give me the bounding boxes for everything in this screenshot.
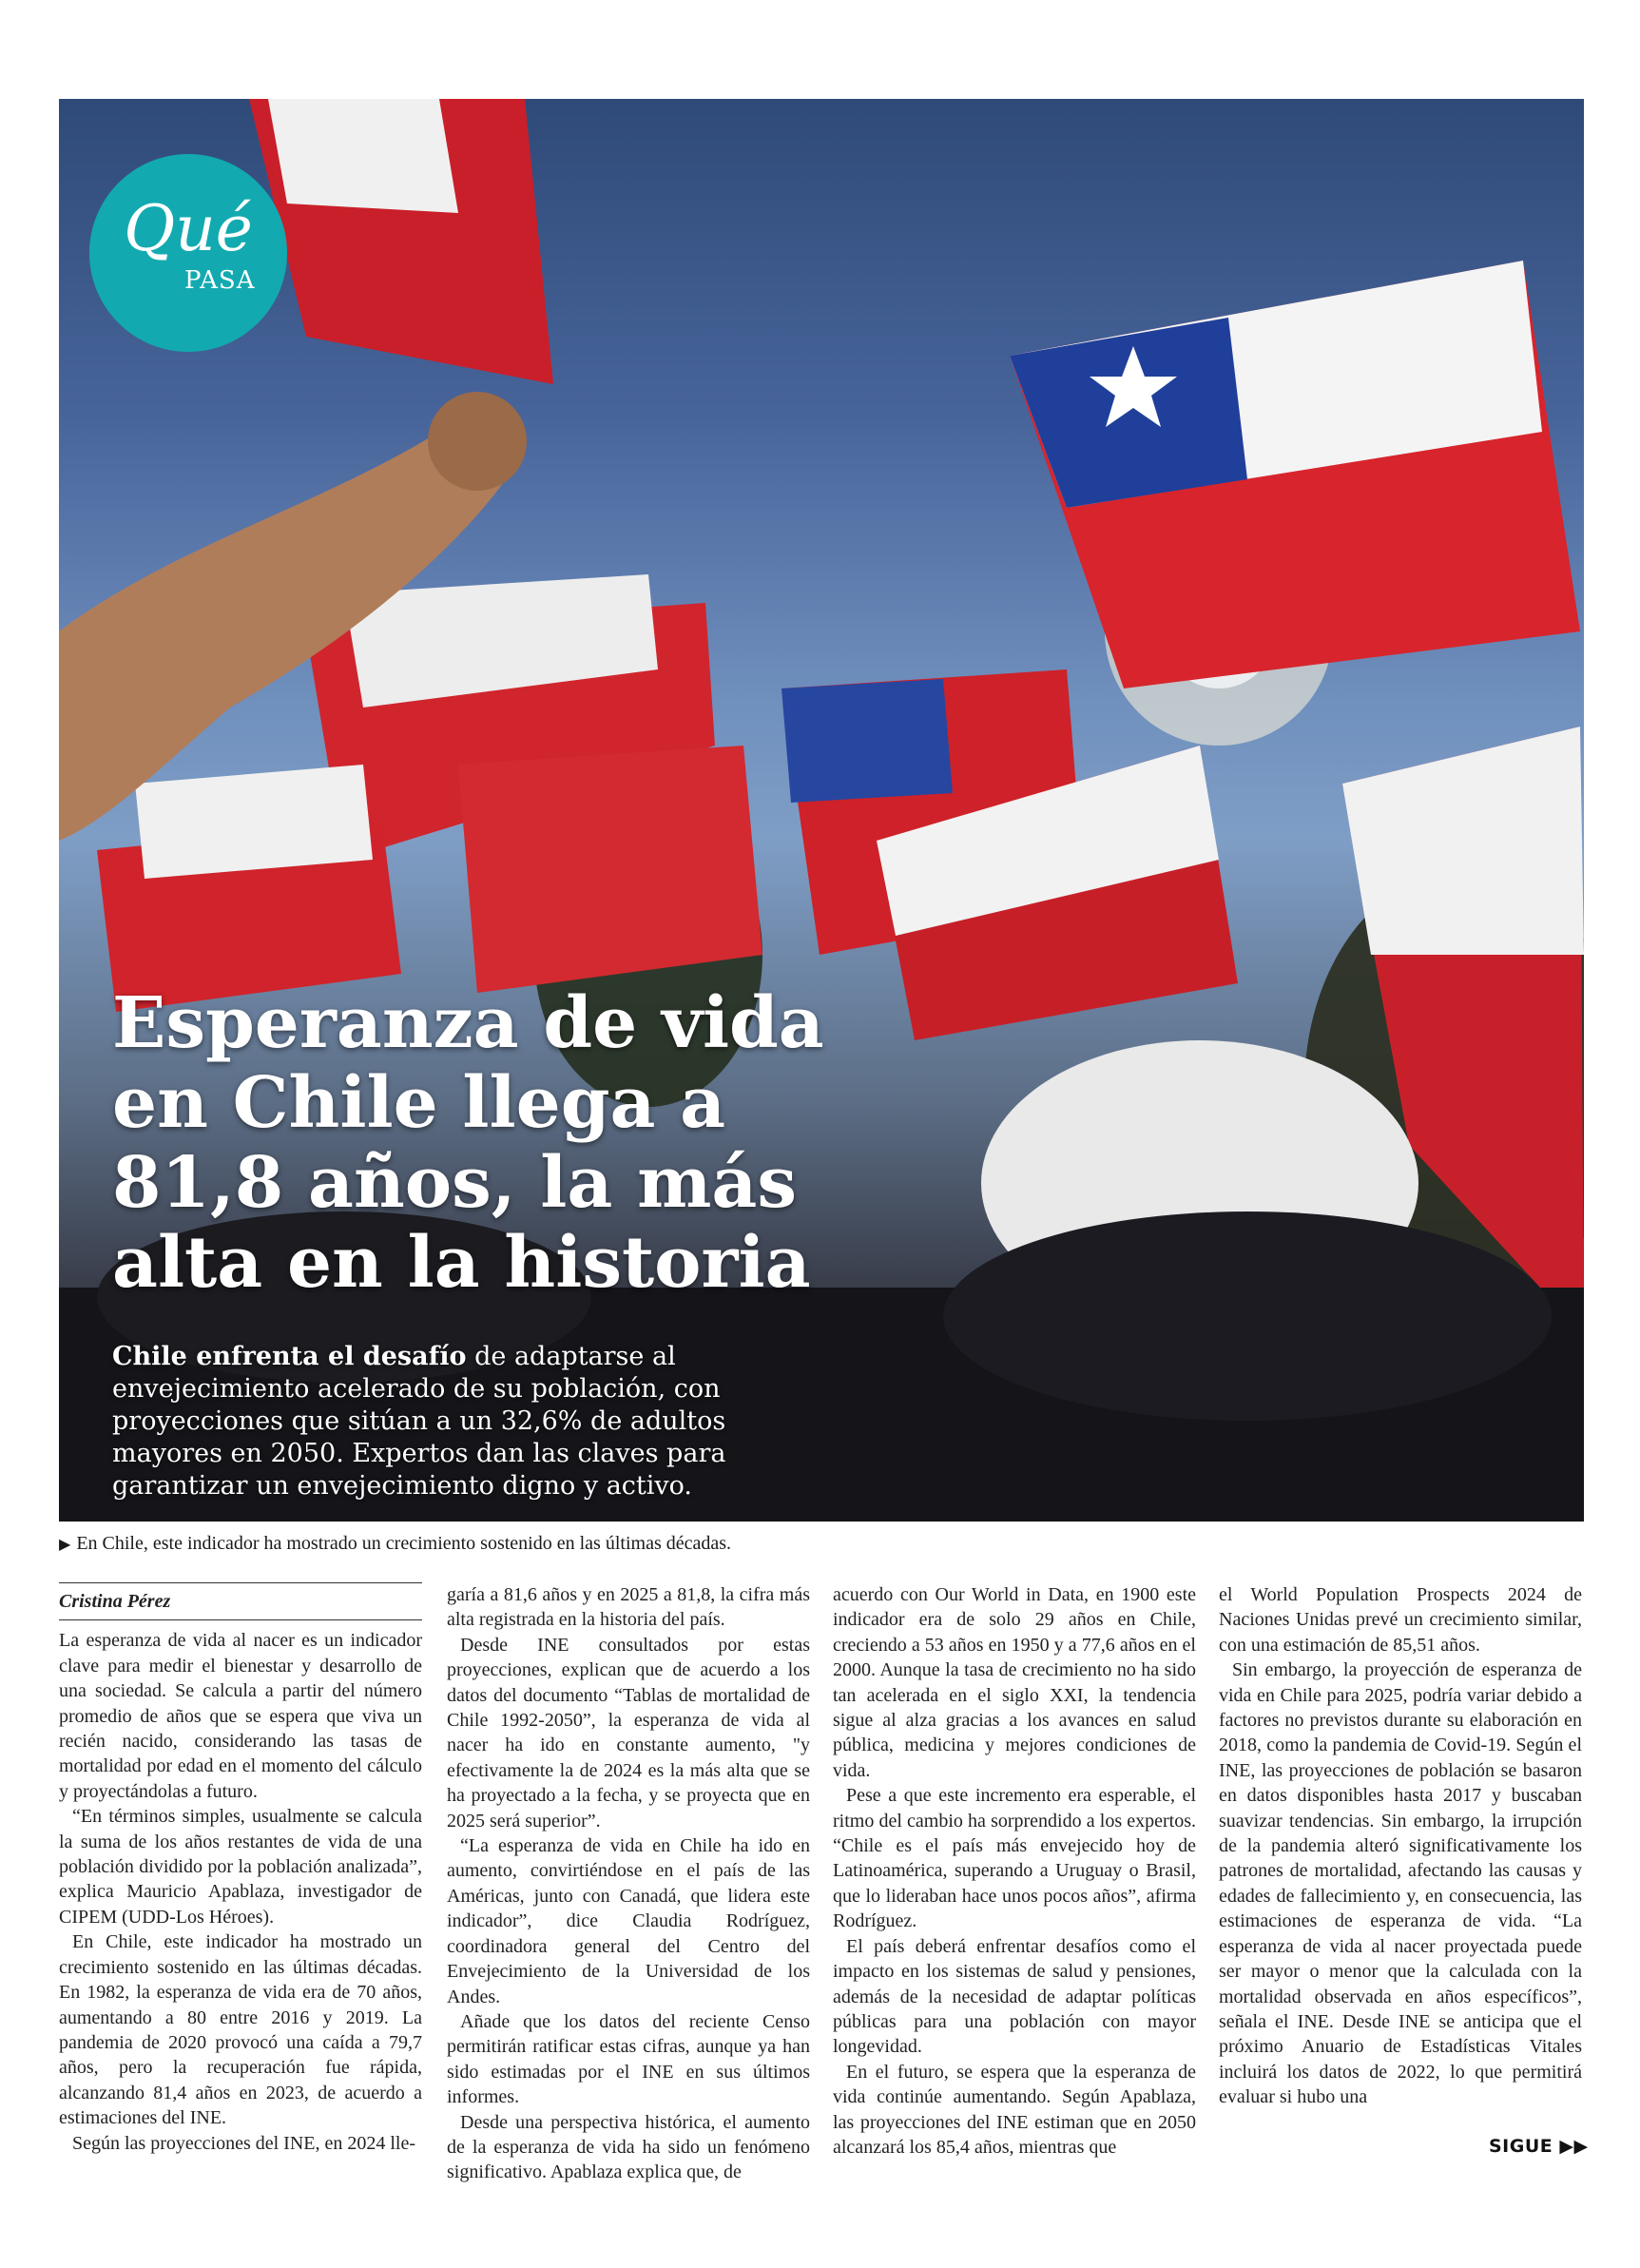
lede-bold: Chile enfrenta el desafío — [112, 1342, 467, 1371]
article-column-4 — [1219, 1582, 1582, 2110]
paragraph: “La esperanza de vida en Chile ha ido en aumento, convirtiéndose en el país de las Américas, junto con Canadá, que lidera este indicador”, dice Claudia Rodríguez, coordinadora general del Centro del Envejecimiento de la Universidad de los Andes. — [447, 1835, 810, 2007]
paragraph: La esperanza de vida al nacer es un indicador clave para medir el bienestar y desarrollo de una sociedad. Se calcula a partir del número promedio de años que se espera que viva un recién nacido, considerando las tasas de mortalidad por edad en el momento del cálculo y proyectándolas a futuro. — [59, 1630, 422, 1802]
photo-caption — [59, 1533, 1010, 1555]
paragraph: “En términos simples, usualmente se calcula la suma de los años restantes de vida de una población dividido por la población analizada”, explica Mauricio Apablaza, investigador de CIPEM (UDD-Los Héroes). — [59, 1806, 422, 1928]
logo-text-que: Qué — [124, 192, 253, 265]
caption-arrow-icon: ▶ — [59, 1537, 71, 1553]
paragraph: Desde INE consultados por estas proyecciones, explican que de acuerdo a los datos del documento “Tablas de mortalidad de Chile 1992-2050”, la esperanza de vida al nacer ha ido en constante aumento, "y efectivamente la de 2024 es la más alta que se ha proyectado a la fecha, y se proyecta que en 2025 será superior”. — [447, 1634, 810, 1832]
paragraph: El país deberá enfrentar desafíos como el impacto en los sistemas de salud y pensiones, además de la necesidad de adaptar políticas públicas para una población con mayor longevidad. — [833, 1935, 1196, 2058]
paragraph: garía a 81,6 años y en 2025 a 81,8, la cifra más alta registrada en la historia del país. — [447, 1584, 810, 1631]
article-column-3 — [833, 1582, 1196, 2160]
logo-text-pasa: PASA — [184, 266, 256, 295]
caption-text: En Chile, este indicador ha mostrado un crecimiento sostenido en las últimas décadas. — [76, 1533, 732, 1554]
paragraph: el World Population Prospects 2024 de Naciones Unidas prevé un crecimiento similar, con una estimación de 85,51 años. — [1219, 1584, 1582, 1656]
que-pasa-logo — [89, 154, 287, 352]
article-column-1 — [59, 1582, 422, 2156]
paragraph: En Chile, este indicador ha mostrado un crecimiento sostenido en las últimas décadas. En 1982, la esperanza de vida era de 70 años, aumentando a 80 entre 2016 y 2019. La pandemia de 2020 provocó una caída a 79,7 años, pero la recuperación fue rápida, alcanzando 81,4 años en 2023, de acuerdo a estimaciones del INE. — [59, 1931, 422, 2129]
paragraph: acuerdo con Our World in Data, en 1900 este indicador era de solo 29 años en Chile, creciendo a 53 años en 1950 y a 77,6 años en el 2000. Aunque la tasa de crecimiento no ha sido tan acelerada en el siglo XXI, la tendencia sigue al alza gracias a los avances en salud pública, medicina y mejores condiciones de vida. — [833, 1584, 1196, 1781]
paragraph: Pese a que este incremento era esperable, el ritmo del cambio ha sorprendido a los expertos. “Chile es el país más envejecido hoy de Latinoamérica, superando a Uruguay o Brasil, que lo lideraban hace unos pocos años”, afirma Rodríguez. — [833, 1785, 1196, 1932]
lede-rest: de adaptarse al envejecimiento acelerado de su población, con proyecciones que sitúan a un 32,6% de adultos mayores en 2050. Expertos dan las claves para garantizar un envejecimiento digno y activo. — [112, 1342, 726, 1501]
hero-photo — [59, 99, 1584, 1522]
paragraph: Añade que los datos del reciente Censo permitirán ratificar estas cifras, aunque ya han sido estimadas por el INE en sus últimos informes. — [447, 2010, 810, 2108]
article-column-2 — [447, 1582, 810, 2185]
paragraph: Sin embargo, la proyección de esperanza de vida en Chile para 2025, podría variar debido a factores no previstos durante su elaboración en 2018, como la pandemia de Covid-19. Según el INE, las proyecciones de población se basaron en datos disponibles hasta 2017 y buscaban suavizar tendencias. Sin embargo, la irrupción de la pandemia alteró significativamente los patrones de mortalidad, afectando las causas y edades de fallecimiento y, en consecuencia, las estimaciones de esperanza de vida. “La esperanza de vida al nacer proyectada puede ser mayor o menor que la calculada con la mortalidad observada en años específicos”, señala el INE. Desde INE se anticipa que el próximo Anuario de Estadísticas Vitales incluirá los datos de 2022, lo que permitirá evaluar si hubo una — [1219, 1659, 1582, 2108]
paragraph: Según las proyecciones del INE, en 2024 lle- — [72, 2132, 416, 2154]
chilean-flags-photo — [59, 99, 1584, 1522]
lede — [112, 1341, 835, 1502]
paragraph: En el futuro, se espera que la esperanza de vida continúe aumentando. Según Apablaza, las proyecciones del INE estiman que en 2050 alcanzará los 85,4 años, mientras que — [833, 2061, 1196, 2158]
byline: Cristina Pérez — [59, 1582, 422, 1620]
continue-label: SIGUE ▶▶ — [1489, 2136, 1589, 2157]
paragraph: Desde una perspectiva histórica, el aumento de la esperanza de vida ha sido un fenómeno significativo. Apablaza explica que, de — [447, 2111, 810, 2183]
headline: Esperanza de vida en Chile llega a 81,8 años, la más alta en la historia — [112, 982, 824, 1304]
